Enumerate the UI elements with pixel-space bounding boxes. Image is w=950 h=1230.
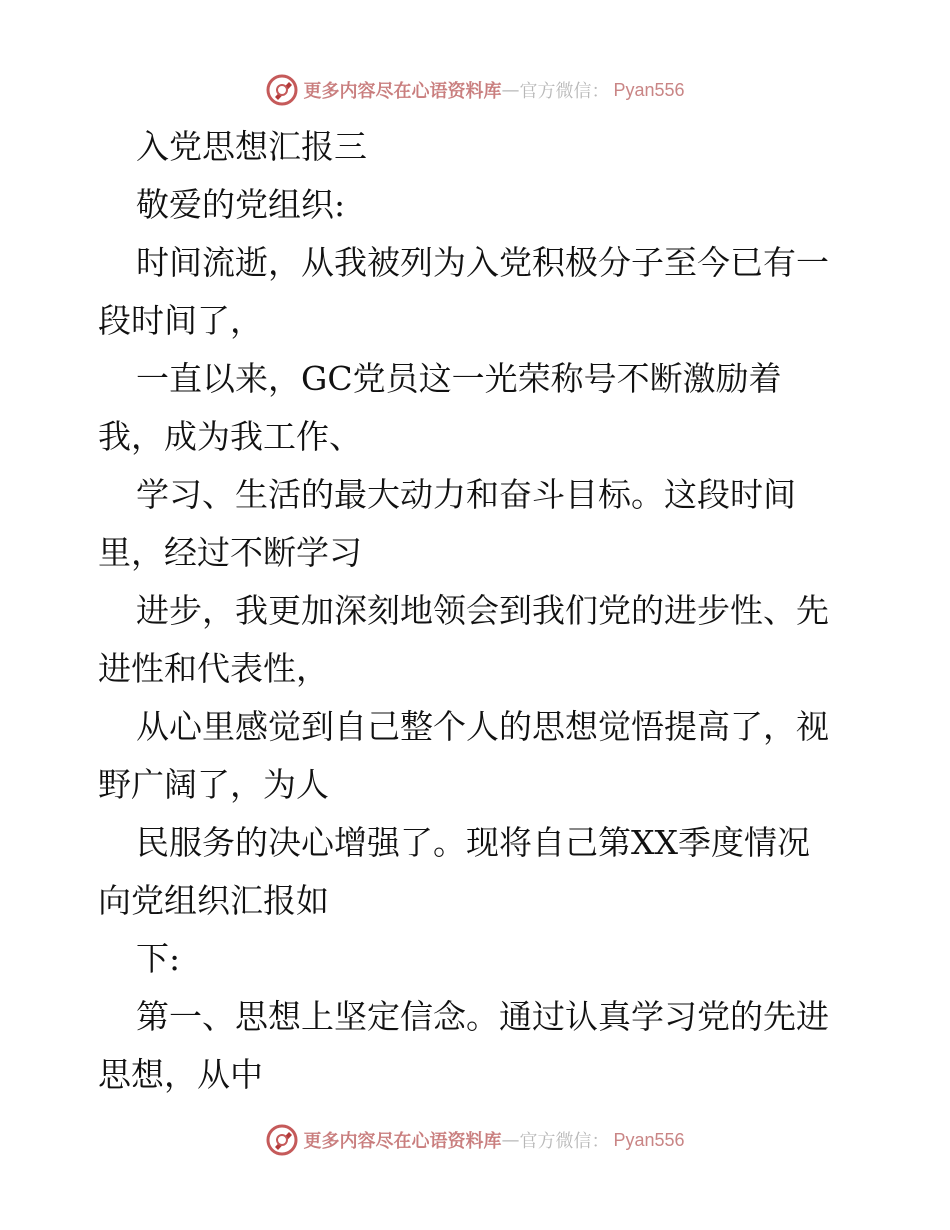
text-line: 第一、思想上坚定信念。通过认真学习党的先进 xyxy=(136,997,829,1036)
text-line: 从心里感觉到自己整个人的思想觉悟提高了，视 xyxy=(136,707,829,746)
text-line: 段时间了， xyxy=(98,301,263,340)
text-line: 下: xyxy=(136,939,181,978)
banner-separator: — xyxy=(501,79,520,101)
banner-separator: — xyxy=(501,1129,520,1151)
document-title: 入党思想汇报三 xyxy=(136,127,367,166)
text-line: 进步，我更加深刻地领会到我们党的进步性、先 xyxy=(136,591,829,630)
text-line: 野广阔了，为人 xyxy=(98,765,329,804)
text-line: 思想，从中 xyxy=(98,1055,263,1094)
text-line: 进性和代表性， xyxy=(98,649,329,688)
text-line: 一直以来，GC党员这一光荣称号不断激励着 xyxy=(136,359,782,398)
footer-banner xyxy=(0,1120,950,1160)
text-line: 时间流逝，从我被列为入党积极分子至今已有一 xyxy=(136,243,829,282)
logo-icon xyxy=(265,1123,299,1157)
text-line: 向党组织汇报如 xyxy=(98,881,329,920)
banner-wechat-id: Pyan556 xyxy=(613,1129,685,1150)
text-line: 学习、生活的最大动力和奋斗目标。这段时间 xyxy=(136,475,796,514)
header-banner xyxy=(0,70,950,110)
document-salutation: 敬爱的党组织: xyxy=(136,185,346,224)
banner-main-text: 更多内容尽在心语资料库 xyxy=(303,1131,502,1152)
text-line: 里，经过不断学习 xyxy=(98,533,362,572)
logo-icon xyxy=(265,73,299,107)
text-line: 民服务的决心增强了。现将自己第XX季度情况 xyxy=(136,823,810,862)
banner-main-text: 更多内容尽在心语资料库 xyxy=(303,81,502,102)
banner-wechat-label: 官方微信： xyxy=(519,81,610,102)
document-body xyxy=(98,118,858,1104)
text-line: 我，成为我工作、 xyxy=(98,417,362,456)
banner-wechat-id: Pyan556 xyxy=(613,79,685,100)
banner-wechat-label: 官方微信： xyxy=(519,1131,610,1152)
